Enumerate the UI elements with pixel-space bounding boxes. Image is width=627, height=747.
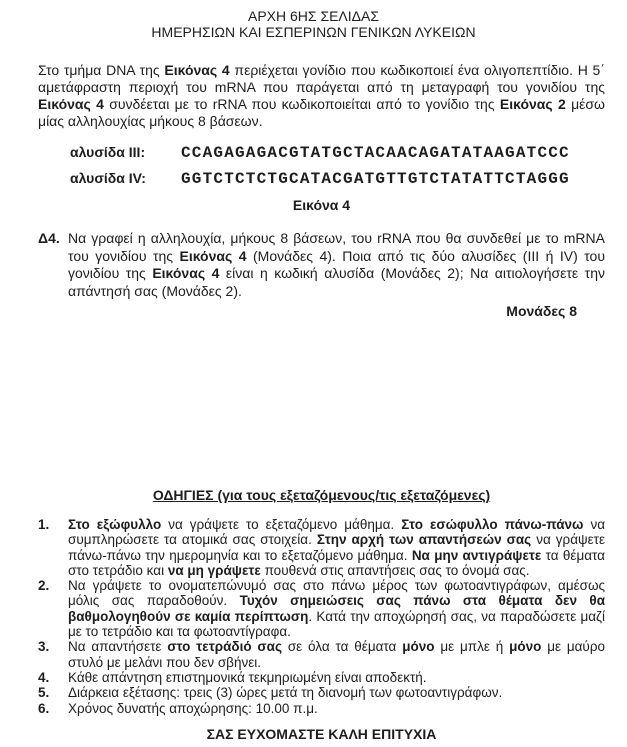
instruction-item-text: Στο εξώφυλλο να γράψετε το εξεταζόμενο μάθημα. Στο εσώφυλλο πάνω-πάνω να συμπληρώσετε τα ατομικά σας στοιχεία. Στην αρχή των απαντήσεών σας να γράψετε πάνω-πάνω την ημερομηνία και το εξεταζόμενο μάθημα. Να μην αντιγράψετε τα θέματα στο τετράδιο και να μη γράψετε πουθενά στις απαντήσεις σας το όνομά σας. — [68, 517, 606, 578]
instructions-heading: ΟΔΗΓΙΕΣ (για τους εξεταζόμενους/τις εξεταζόμενες) — [152, 487, 491, 503]
figure-caption: Εικόνα 4 — [292, 197, 351, 213]
instruction-item-number: 5. — [38, 685, 50, 701]
intro-paragraph: Στο τμήμα DNA της Εικόνας 4 περιέχεται γονίδιο που κωδικοποιεί ένα ολιγοπεπτίδιο. Η 5΄ αμετάφραστη περιοχή του mRNA που παράγεται από τη μεταγραφή του γονιδίου της Εικόνας 4 συνδέεται με το rRNA που κωδικοποιείται από το γονίδιο της Εικόνας 2 μέσω μίας αλληλουχίας μήκους 8 βάσεων. — [38, 62, 605, 129]
page-header — [0, 0, 627, 40]
question-number: Δ4. — [38, 230, 60, 246]
question-text: Να γραφεί η αλληλουχία, μήκους 8 βάσεων, του rRNA που θα συνδεθεί με το mRNA του γονιδίου της Εικόνας 4 (Μονάδες 4). Ποια από τις δύο αλυσίδες (III ή IV) του γονιδίου της Εικόνας 4 είναι η κωδική αλυσίδα (Μονάδες 2); Να αιτιολογήσετε την απάντησή σας (Μονάδες 2). — [68, 230, 605, 299]
instruction-item-number: 6. — [38, 700, 50, 716]
instruction-item — [38, 517, 605, 578]
figure-4 — [38, 144, 605, 213]
strand-iii-label: αλυσίδα III: — [70, 144, 146, 160]
strand-iv-sequence: GGTCTCTCTGCATACGATGTTGTCTATATTCTAGGG — [181, 170, 570, 188]
instruction-item — [38, 685, 605, 700]
instruction-item — [38, 670, 605, 685]
question-points: Μονάδες 8 — [506, 303, 577, 319]
page-content — [38, 62, 605, 742]
instruction-item-text: Διάρκεια εξέτασης: τρεις (3) ώρες μετά τη διανομή των φωτοαντιγράφων. — [68, 685, 503, 701]
instruction-item — [38, 578, 605, 639]
instructions-list — [38, 517, 605, 716]
good-luck-message: ΣΑΣ ΕΥΧΟΜΑΣΤΕ ΚΑΛΗ ΕΠΙΤΥΧΙΑ — [206, 725, 437, 742]
instruction-item-text: Να γράψετε το ονοματεπώνυμό σας στο πάνω μέρος των φωτοαντιγράφων, αμέσως μόλις σας παραδοθούν. Τυχόν σημειώσεις σας πάνω στα θέματα δεν θα βαθμολογηθούν σε καμία περίπτωση. Κατά την αποχώρησή σας, να παραδώσετε μαζί με το τετράδιο και τα φωτοαντίγραφα. — [68, 578, 606, 640]
strand-iii-row — [70, 144, 605, 170]
page-header-line2: ΗΜΕΡΗΣΙΩΝ ΚΑΙ ΕΣΠΕΡΙΝΩΝ ΓΕΝΙΚΩΝ ΛΥΚΕΙΩΝ — [151, 24, 476, 40]
page-header-line1: ΑΡΧΗ 6ΗΣ ΣΕΛΙΔΑΣ — [247, 8, 380, 24]
instruction-item-number: 3. — [38, 639, 50, 655]
strand-iii-sequence: CCAGAGAGACGTATGCTACAACAGATATAAGATCCC — [181, 144, 570, 162]
strand-iv-label: αλυσίδα IV: — [70, 170, 146, 186]
instruction-item — [38, 639, 605, 670]
instruction-item-text: Να απαντήσετε στο τετράδιό σας σε όλα τα θέματα μόνο με μπλε ή μόνο με μαύρο στυλό με μελάνι που δεν σβήνει. — [68, 639, 606, 670]
instruction-item-number: 1. — [38, 517, 50, 532]
instruction-item — [38, 701, 605, 716]
instruction-item-text: Χρόνος δυνατής αποχώρησης: 10.00 π.μ. — [68, 700, 318, 716]
instruction-item-number: 4. — [38, 669, 50, 685]
instruction-item-text: Κάθε απάντηση επιστημονικά τεκμηριωμένη είναι αποδεκτή. — [68, 669, 427, 685]
question-d4 — [38, 230, 605, 300]
instruction-item-number: 2. — [38, 578, 50, 594]
strand-iv-row — [70, 170, 605, 196]
